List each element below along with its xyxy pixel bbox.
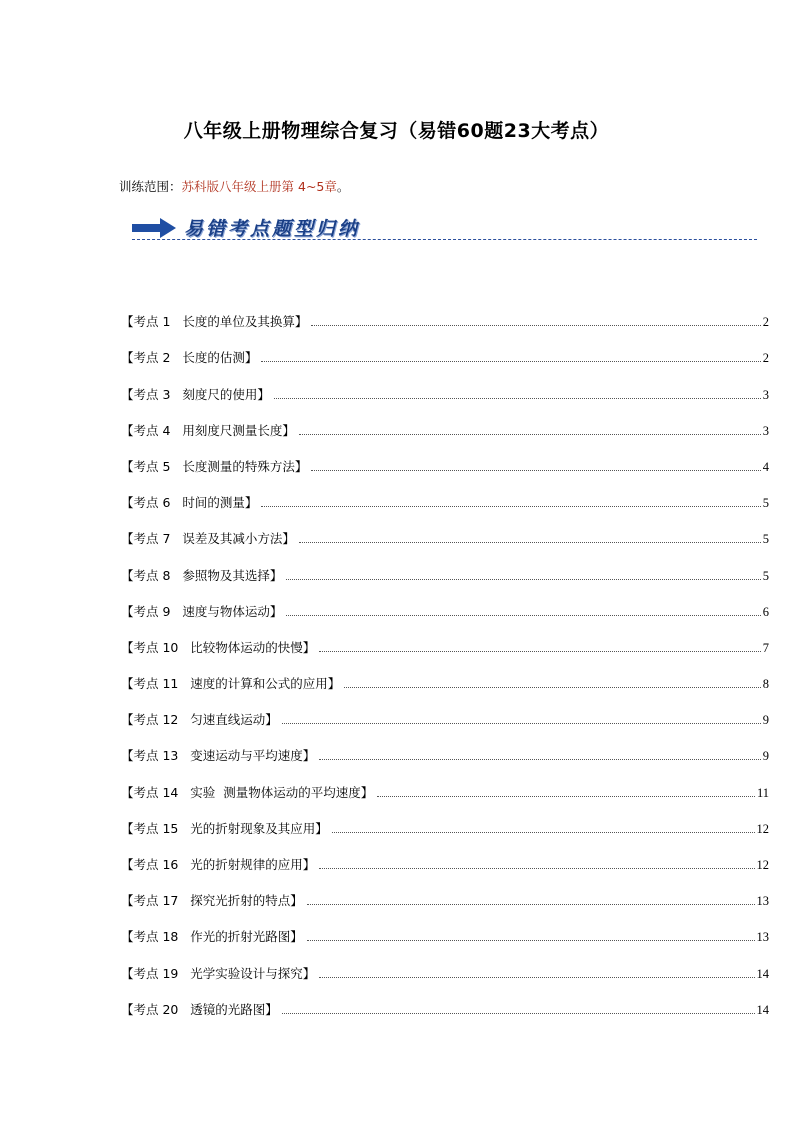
toc-entry-label: 【考点 9 速度与物体运动】 bbox=[121, 603, 283, 619]
toc-dot-leader bbox=[299, 542, 761, 543]
toc-dot-leader bbox=[319, 868, 754, 869]
toc-entry-label: 【考点 10 比较物体运动的快慢】 bbox=[121, 639, 316, 655]
toc-entry-page: 9 bbox=[762, 713, 769, 728]
toc-dot-leader bbox=[319, 977, 754, 978]
toc-entry-page: 12 bbox=[756, 858, 769, 872]
toc-entry-page: 7 bbox=[762, 640, 769, 655]
toc-entry-label: 【考点 11 速度的计算和公式的应用】 bbox=[121, 676, 341, 692]
toc-dot-leader bbox=[261, 506, 760, 507]
toc-entry[interactable] bbox=[121, 837, 769, 873]
toc-entry-label: 【考点 15 光的折射现象及其应用】 bbox=[121, 820, 328, 836]
table-of-contents bbox=[121, 294, 769, 1018]
toc-entry-page: 13 bbox=[756, 894, 769, 909]
toc-entry-label: 【考点 1 长度的单位及其换算】 bbox=[121, 314, 308, 330]
toc-entry[interactable] bbox=[121, 909, 769, 945]
toc-entry-page: 13 bbox=[756, 930, 769, 945]
section-banner-title: 易错考点题型归纳 bbox=[184, 218, 361, 240]
section-banner bbox=[132, 214, 757, 244]
toc-entry-page: 9 bbox=[762, 749, 769, 764]
toc-entry[interactable] bbox=[121, 439, 769, 475]
toc-entry[interactable] bbox=[121, 873, 769, 909]
toc-entry[interactable] bbox=[121, 475, 769, 511]
toc-entry-label: 【考点 7 误差及其减小方法】 bbox=[121, 531, 295, 547]
toc-entry-label: 【考点 17 探究光折射的特点】 bbox=[121, 893, 303, 909]
banner-divider bbox=[132, 239, 757, 240]
toc-dot-leader bbox=[286, 579, 760, 580]
toc-entry[interactable] bbox=[121, 982, 769, 1018]
toc-dot-leader bbox=[344, 687, 760, 688]
toc-entry-page: 14 bbox=[756, 1002, 769, 1017]
toc-dot-leader bbox=[311, 325, 760, 326]
toc-entry[interactable] bbox=[121, 547, 769, 583]
training-scope-label: 训练范围： bbox=[119, 179, 182, 194]
toc-entry[interactable] bbox=[121, 728, 769, 764]
toc-entry[interactable] bbox=[121, 366, 769, 402]
toc-dot-leader bbox=[377, 796, 755, 797]
toc-entry-page: 11 bbox=[756, 785, 769, 800]
toc-entry-label: 【考点 6 时间的测量】 bbox=[121, 495, 258, 511]
training-scope-value: 苏科版八年级上册第 4~5章 bbox=[181, 179, 337, 194]
toc-entry-label: 【考点 20 透镜的光路图】 bbox=[121, 1001, 278, 1017]
toc-entry[interactable] bbox=[121, 692, 769, 728]
training-scope-period: 。 bbox=[336, 179, 350, 194]
toc-entry[interactable] bbox=[121, 403, 769, 439]
toc-entry-page: 2 bbox=[762, 351, 769, 366]
toc-entry-label: 【考点 14 实验 测量物体运动的平均速度】 bbox=[121, 784, 374, 800]
toc-entry-label: 【考点 12 匀速直线运动】 bbox=[121, 712, 278, 728]
toc-entry[interactable] bbox=[121, 584, 769, 620]
toc-dot-leader bbox=[332, 832, 755, 833]
toc-entry[interactable] bbox=[121, 656, 769, 692]
right-arrow-icon bbox=[132, 218, 176, 238]
toc-entry-page: 3 bbox=[762, 387, 769, 402]
toc-entry-page: 5 bbox=[762, 532, 769, 547]
toc-entry[interactable] bbox=[121, 511, 769, 547]
toc-dot-leader bbox=[307, 904, 755, 905]
toc-entry[interactable] bbox=[121, 620, 769, 656]
toc-entry-label: 【考点 3 刻度尺的使用】 bbox=[121, 386, 270, 402]
toc-entry-page: 6 bbox=[762, 604, 769, 619]
toc-entry[interactable] bbox=[121, 330, 769, 366]
toc-entry-page: 5 bbox=[762, 496, 769, 511]
toc-dot-leader bbox=[311, 470, 760, 471]
toc-entry[interactable] bbox=[121, 945, 769, 981]
toc-entry-label: 【考点 8 参照物及其选择】 bbox=[121, 567, 283, 583]
toc-entry-page: 5 bbox=[762, 568, 769, 583]
toc-entry[interactable] bbox=[121, 801, 769, 837]
toc-dot-leader bbox=[319, 651, 760, 652]
toc-dot-leader bbox=[282, 723, 761, 724]
toc-entry[interactable] bbox=[121, 764, 769, 800]
toc-entry-label: 【考点 16 光的折射规律的应用】 bbox=[121, 857, 316, 872]
toc-dot-leader bbox=[299, 434, 761, 435]
toc-entry-page: 8 bbox=[762, 677, 769, 692]
toc-entry-page: 14 bbox=[756, 966, 769, 981]
toc-entry-label: 【考点 4 用刻度尺测量长度】 bbox=[121, 422, 295, 438]
toc-dot-leader bbox=[274, 398, 761, 399]
toc-dot-leader bbox=[319, 759, 760, 760]
toc-entry-label: 【考点 18 作光的折射光路图】 bbox=[121, 929, 303, 945]
toc-entry-label: 【考点 19 光学实验设计与探究】 bbox=[121, 965, 316, 981]
training-scope bbox=[119, 177, 349, 195]
toc-entry[interactable] bbox=[121, 294, 769, 330]
toc-entry-page: 2 bbox=[762, 315, 769, 330]
toc-entry-label: 【考点 5 长度测量的特殊方法】 bbox=[121, 458, 308, 474]
toc-dot-leader bbox=[286, 615, 760, 616]
toc-entry-page: 12 bbox=[756, 821, 769, 836]
toc-dot-leader bbox=[282, 1013, 755, 1014]
document-title: 八年级上册物理综合复习（易错60题23大考点） bbox=[183, 120, 610, 142]
toc-entry-label: 【考点 2 长度的估测】 bbox=[121, 350, 258, 366]
toc-entry-page: 3 bbox=[762, 423, 769, 438]
toc-entry-page: 4 bbox=[762, 459, 769, 474]
toc-dot-leader bbox=[261, 361, 760, 362]
toc-dot-leader bbox=[307, 940, 755, 941]
toc-entry-label: 【考点 13 变速运动与平均速度】 bbox=[121, 748, 316, 764]
